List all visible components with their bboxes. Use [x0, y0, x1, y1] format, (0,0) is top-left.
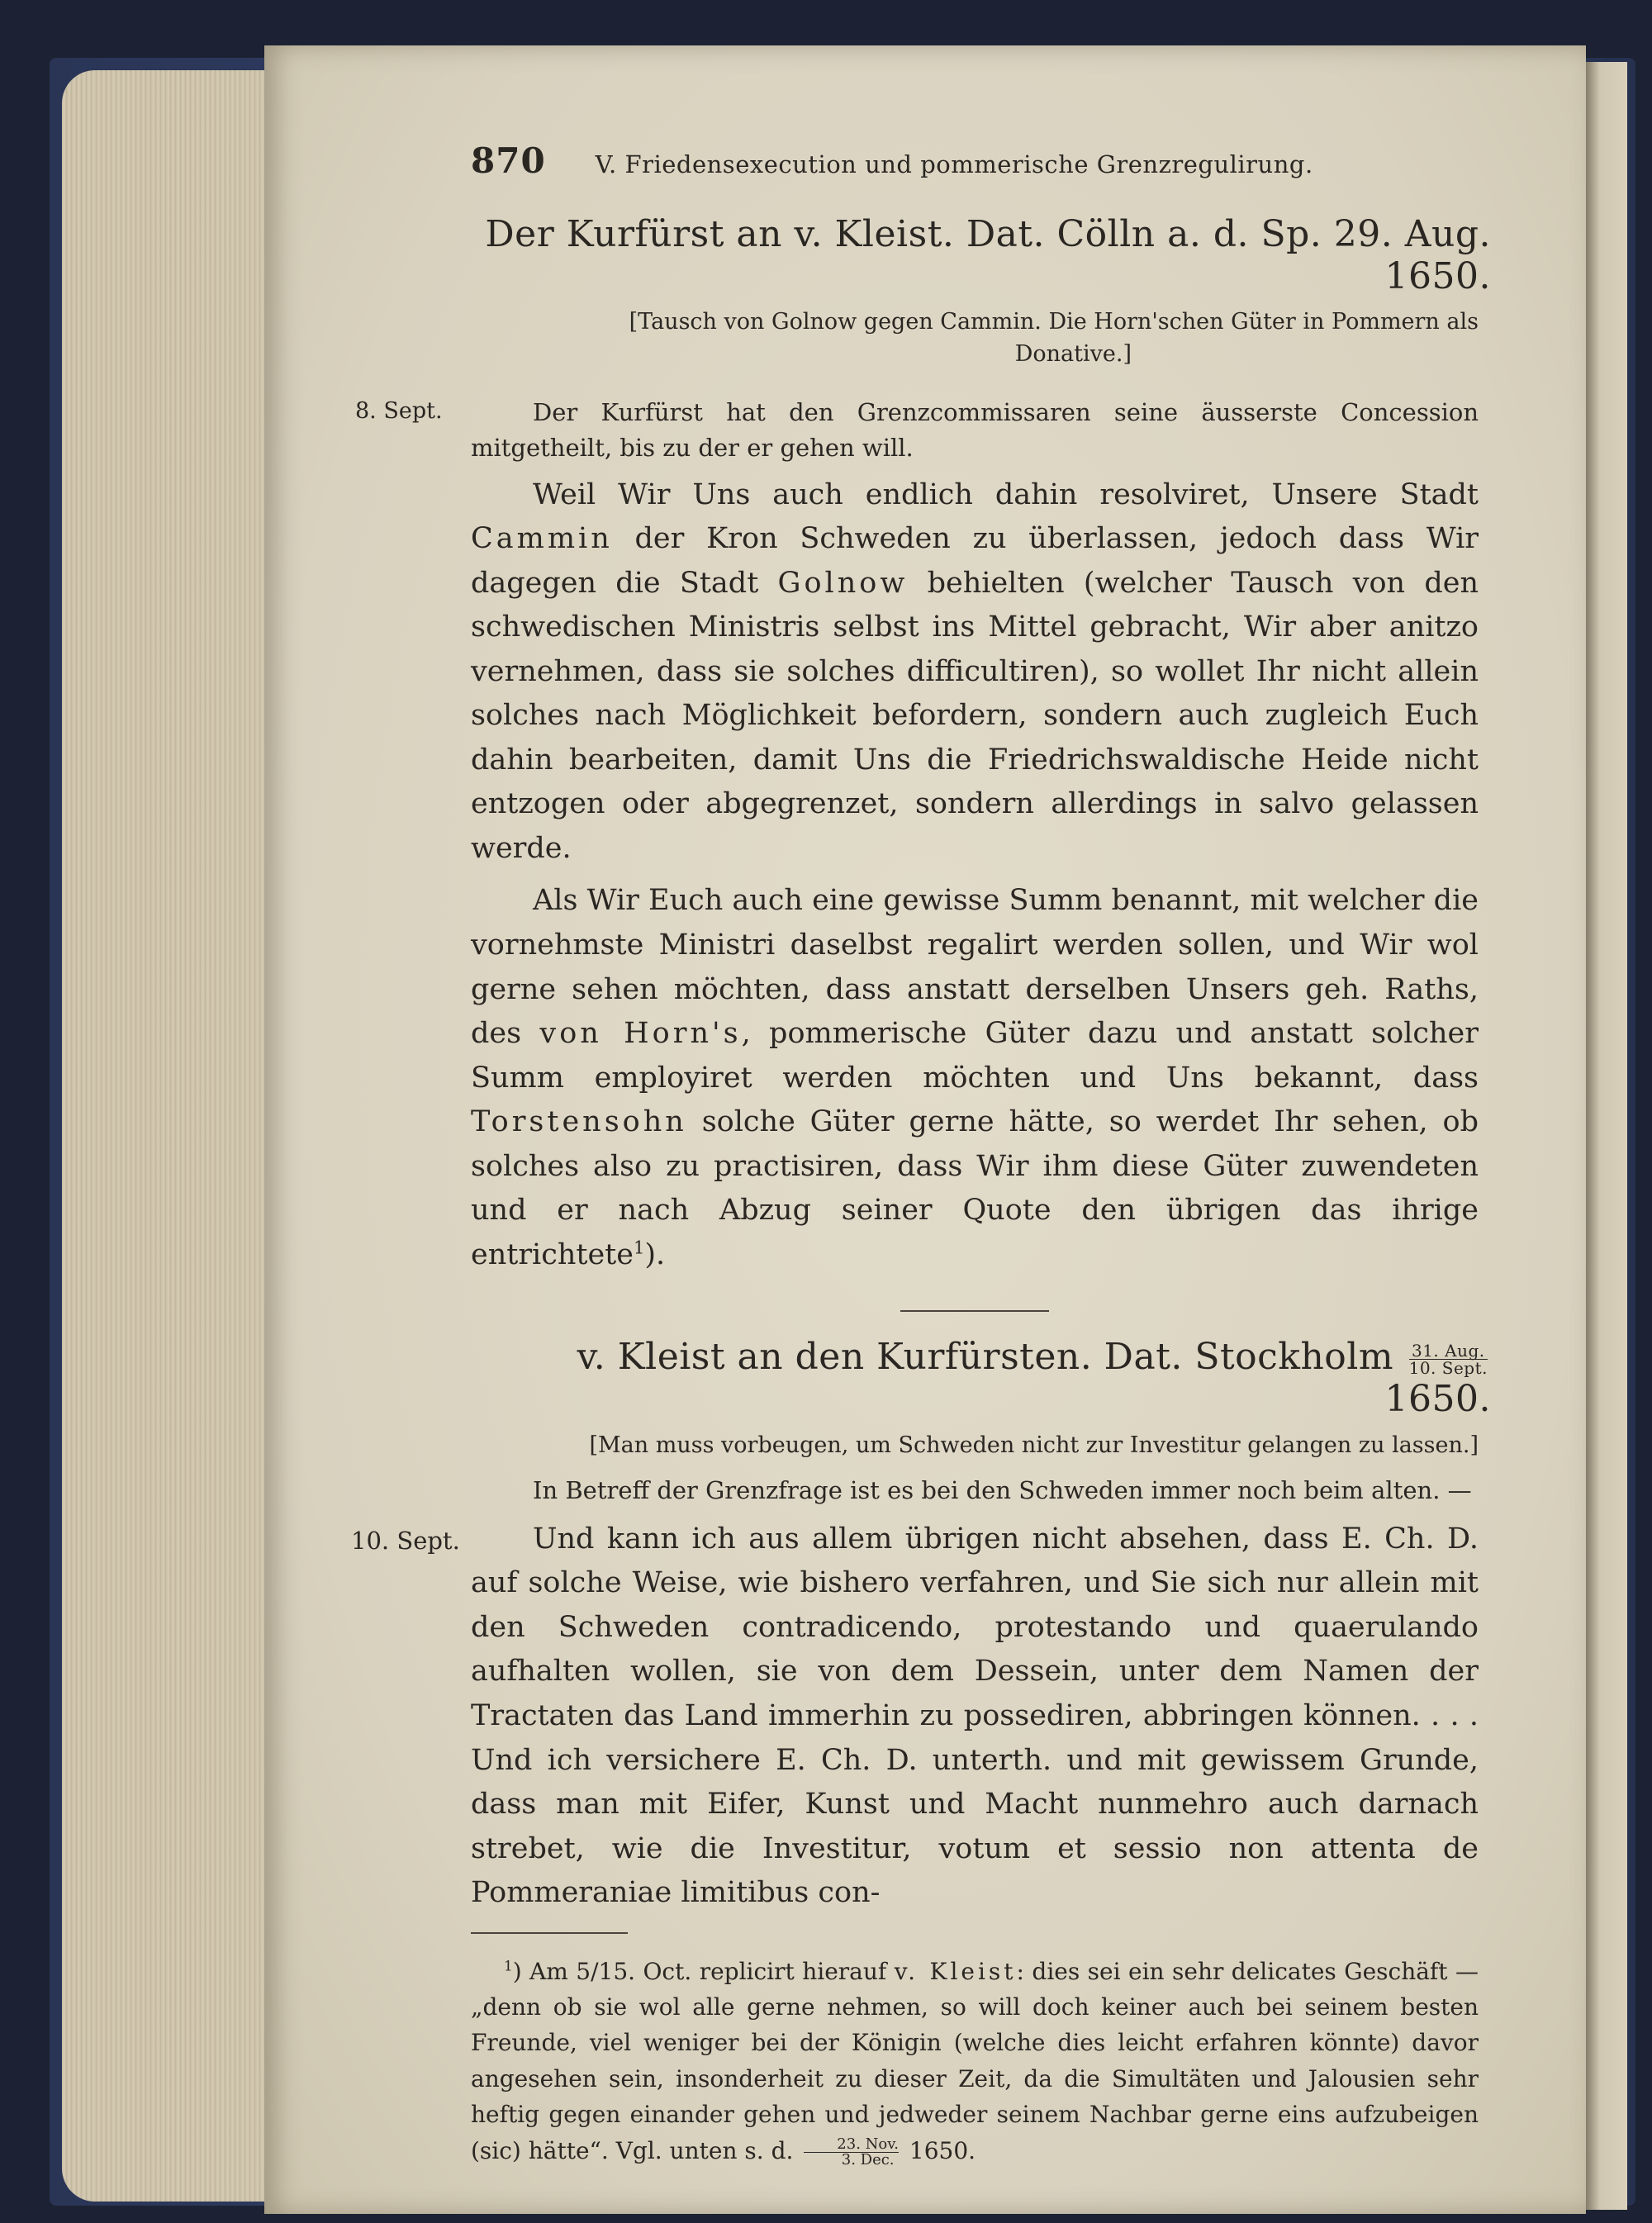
letter-2-editor-note: In Betreff der Grenzfrage ist es bei den Schweden immer noch beim alten. —	[533, 1475, 1472, 1504]
letter-1-editor-note	[355, 395, 1479, 464]
spaced-name-golnow: Golnow	[777, 566, 909, 600]
text-run: Weil Wir Uns auch endlich dahin resolviret, Unsere Stadt	[533, 477, 1479, 511]
letter-2-title	[471, 1337, 1491, 1420]
date-top: 31. Aug.	[1409, 1342, 1488, 1360]
page-edges	[62, 70, 277, 2202]
margin-date-10-sept: 10. Sept.	[351, 1526, 460, 1555]
date-bottom: 10. Sept.	[1408, 1358, 1488, 1379]
page-number: 870	[471, 140, 546, 181]
footnote-year: 1650.	[909, 2136, 976, 2164]
letter-2	[351, 1336, 1491, 1915]
footnote-reference: 1	[633, 1237, 645, 1258]
letter-1-summary	[471, 306, 1479, 370]
letter-2-year: 1650.	[1384, 1378, 1491, 1420]
text-run: : dies sei ein sehr delicates Geschäft — „denn ob sie wol alle gerne nehmen, so will doch keiner auch bei seinem besten Freunde, viel weniger bei der Königin (welche dies leicht erfahren könnte) davor angesehen sein, insonderheit zu dieser Zeit, da die Simultäten und Jalousien sehr heftig gegen einander gehen und jedweder seinem Nachbar gerne eins aufzubeigen (sic) hätte“. Vgl. unten s. d.	[471, 1957, 1479, 2164]
footnote-mark: 1	[504, 1957, 513, 1974]
margin-date-8-sept: 8. Sept.	[355, 398, 443, 425]
page-content	[351, 140, 1491, 2168]
running-title: V. Friedensexecution und pommerische Grenzregulirung.	[595, 150, 1313, 178]
date-top: 23. Nov.	[804, 2137, 899, 2153]
spaced-name-kleist: v. Kleist	[894, 1957, 1017, 1985]
letter-1-note-text: Der Kurfürst hat den Grenzcommissaren seine äusserste Concession mitgetheilt, bis zu der er gehen will.	[471, 398, 1479, 462]
text-run: Als Wir Euch auch eine gewisse Summ benannt, mit welcher die vornehmste Ministri daselbst regalirt werden sollen, und Wir wol gerne sehen möchten, dass anstatt derselben Unsers geh. Raths, des	[471, 884, 1479, 1051]
text-run: ).	[644, 1237, 666, 1271]
footnote-rule	[471, 1932, 628, 1934]
letter-2-date-fraction	[1408, 1341, 1488, 1379]
letter-2-title-text: v. Kleist an den Kurfürsten. Dat. Stockholm	[577, 1336, 1394, 1379]
facing-page-edge	[1582, 62, 1627, 2210]
letter-1-title: Der Kurfürst an v. Kleist. Dat. Cölln a. d. Sp. 29. Aug. 1650.	[485, 213, 1491, 297]
footnote-date-fraction	[804, 2137, 899, 2168]
text-run: ) Am 5/15. Oct. replicirt hierauf	[512, 1957, 895, 1985]
footnote-1	[471, 1954, 1479, 2168]
date-bottom: 3. Dec.	[841, 2150, 895, 2168]
letter-1	[355, 213, 1491, 1277]
spaced-name-cammin: Cammin	[471, 522, 613, 556]
section-divider	[900, 1310, 1049, 1312]
letter-2-summary: [Man muss vorbeugen, um Schweden nicht zur Investitur gelangen zu lassen.]	[589, 1432, 1479, 1458]
letter-1-summary-line-1: [Tausch von Golnow gegen Cammin. Die Horn'schen Güter in Pommern als	[629, 309, 1479, 335]
letter-1-paragraph-2	[471, 879, 1479, 1277]
text-run: der Kron Schweden zu überlassen, jedoch dass Wir dagegen die Stadt	[471, 522, 1479, 600]
spaced-name-von-horn: von Horn's	[539, 1017, 742, 1051]
text-run: Und kann ich aus allem übrigen nicht absehen, dass E. Ch. D. auf solche Weise, wie bishero verfahren, und Sie sich nur allein mit den Schweden contradicendo, protestando und quaerulando aufhalten wollen, sie von dem Dessein, unter dem Namen der Tractaten das Land immerhin zu possediren, abbringen können. . . . Und ich versichere E. Ch. D. unterth. und mit gewissem Grunde, dass man mit Eifer, Kunst und Macht nunmehro auch darnach strebet, wie die Investitur, votum et sessio non attenta de Pommeraniae limitibus con-	[471, 1522, 1479, 1910]
letter-1-paragraph-1	[471, 473, 1479, 872]
spaced-name-torstensohn: Torstensohn	[471, 1105, 687, 1139]
page-header	[471, 140, 1479, 181]
text-run: , pommerische Güter dazu und anstatt solcher Summ employiret werden möchten und Uns bekannt, dass	[471, 1017, 1479, 1095]
letter-2-paragraph-1	[351, 1518, 1479, 1916]
letter-1-summary-line-2: Donative.]	[1014, 341, 1132, 368]
text-run: solche Güter gerne hätte, so werdet Ihr sehen, ob solches also zu practisiren, dass Wir ihm diese Güter zuwendeten und er nach Abzug seiner Quote den übrigen das ihrige entrichtete	[471, 1105, 1479, 1271]
text-run: behielten (welcher Tausch von den schwedischen Ministris selbst ins Mittel gebracht, Wir aber anitzo vernehmen, dass sie solches difficultiren), so wollet Ihr nicht allein solches nach Möglichkeit befordern, sondern auch zugleich Euch dahin bearbeiten, damit Uns die Friedrichswaldische Heide nicht entzogen oder abgegrenzet, sondern allerdings in salvo gelassen werde.	[471, 566, 1479, 865]
